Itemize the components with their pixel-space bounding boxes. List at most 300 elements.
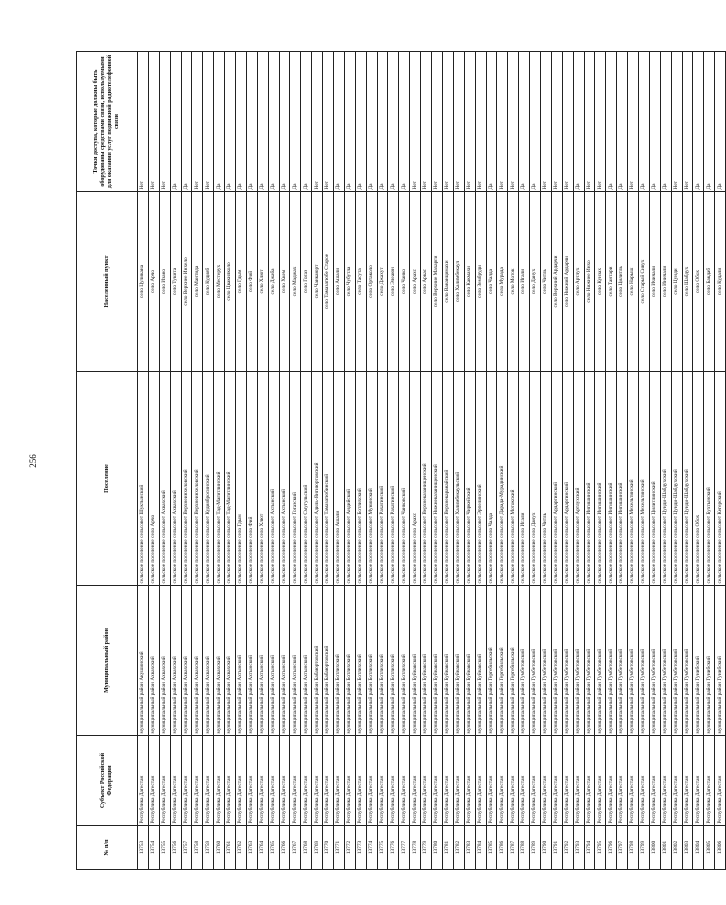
cell-settlement: сельское поселение сельсовет Тад-Магитлинский [225, 372, 236, 586]
table-row [170, 52, 181, 870]
cell-subject: Республика Дагестан [334, 736, 345, 826]
cell-locality: село Верхние Махарги [432, 192, 443, 372]
table-row [649, 52, 660, 870]
cell-locality: село Маджах [290, 192, 301, 372]
cell-locality: село Тукита [170, 192, 181, 372]
cell-municipality: муниципальный район Ботлихский [377, 586, 388, 736]
cell-num: 13765 [268, 826, 279, 870]
cell-access-flag: Да [715, 52, 726, 192]
table-row [334, 52, 345, 870]
cell-access-flag: Да [573, 52, 584, 192]
cell-access-flag: Нет [671, 52, 682, 192]
cell-settlement: сельское поселение село Данух [530, 372, 541, 586]
cell-locality: село Чанко [399, 192, 410, 372]
cell-settlement: сельское поселение село Арахс [410, 372, 421, 586]
cell-municipality: муниципальный район Ботлихский [388, 586, 399, 736]
cell-num: 13793 [573, 826, 584, 870]
cell-num: 13768 [301, 826, 312, 870]
cell-subject: Республика Дагестан [606, 736, 617, 826]
cell-locality: село Гдым [236, 192, 247, 372]
cell-access-flag: Нет [312, 52, 323, 192]
cell-municipality: муниципальный район Буйнакский [464, 586, 475, 736]
cell-settlement: сельское поселение сельсовет Чанковский [399, 372, 410, 586]
cell-subject: Республика Дагестан [617, 736, 628, 826]
cell-locality: село Фий [246, 192, 257, 372]
cell-settlement: сельское поселение сельсовет Мехельтинский [628, 372, 639, 586]
cell-subject: Республика Дагестан [148, 736, 159, 826]
table-row [475, 52, 486, 870]
cell-settlement: сельское поселение сельсовет Мунинский [366, 372, 377, 586]
cell-municipality: муниципальный район Ахтынский [301, 586, 312, 736]
cell-num: 13787 [508, 826, 519, 870]
cell-settlement: сельское поселение село Обох [693, 372, 704, 586]
cell-access-flag: Нет [595, 52, 606, 192]
cell-municipality: муниципальный район Ахвахский [225, 586, 236, 736]
cell-settlement: сельское поселение сельсовет Шуктынский [138, 372, 149, 586]
page-number: 256 [28, 454, 38, 468]
cell-access-flag: Да [225, 52, 236, 192]
cell-settlement: сельское поселение сельсовет Кудиябросинский [203, 372, 214, 586]
cell-num: 13761 [225, 826, 236, 870]
cell-locality: село Нижнее Инхо [584, 192, 595, 372]
cell-municipality: муниципальный район Гумбетовский [519, 586, 530, 736]
cell-access-flag: Нет [475, 52, 486, 192]
cell-municipality: муниципальный район Гунибский [693, 586, 704, 736]
cell-settlement: сельское поселение сельсовет Цунди-Шабдухский [682, 372, 693, 586]
cell-municipality: муниципальный район Акушинский [138, 586, 149, 736]
cell-num: 13757 [181, 826, 192, 870]
cell-locality: село Обох [693, 192, 704, 372]
cell-municipality: муниципальный район Ботлихский [366, 586, 377, 736]
cell-num: 13772 [344, 826, 355, 870]
table-row [192, 52, 203, 870]
cell-access-flag: Нет [584, 52, 595, 192]
cell-locality: село Шабдух [682, 192, 693, 372]
cell-subject: Республика Дагестан [432, 736, 443, 826]
cell-settlement: сельское поселение сельсовет Верхнекаранайский [442, 372, 453, 586]
cell-municipality: муниципальный район Гергебильский [486, 586, 497, 736]
cell-num: 13804 [693, 826, 704, 870]
cell-municipality: муниципальный район Гумбетовский [540, 586, 551, 736]
cell-num: 13795 [595, 826, 606, 870]
cell-settlement: сельское поселение село Фий [246, 372, 257, 586]
cell-municipality: муниципальный район Буйнакский [453, 586, 464, 736]
cell-locality: село Верхнее Инхело [181, 192, 192, 372]
cell-subject: Республика Дагестан [584, 736, 595, 826]
cell-locality: село Тасута [355, 192, 366, 372]
table-row [301, 52, 312, 870]
cell-municipality: муниципальный район Буйнакский [421, 586, 432, 736]
table-row [410, 52, 421, 870]
cell-num: 13753 [138, 826, 149, 870]
cell-access-flag: Да [214, 52, 225, 192]
cell-access-flag: Да [355, 52, 366, 192]
cell-subject: Республика Дагестан [649, 736, 660, 826]
cell-num: 13799 [638, 826, 649, 870]
table-row [442, 52, 453, 870]
cell-subject: Республика Дагестан [225, 736, 236, 826]
cell-locality: село Данух [530, 192, 541, 372]
cell-settlement: сельское поселение сельсовет Рахатинский [388, 372, 399, 586]
cell-settlement: сельское поселение сельсовет Верхнеказанищенский [421, 372, 432, 586]
cell-access-flag: Нет [148, 52, 159, 192]
cell-subject: Республика Дагестан [453, 736, 464, 826]
header-locality: Населенный пункт [77, 192, 138, 372]
cell-access-flag: Да [344, 52, 355, 192]
cell-settlement: сельское поселение сельсовет Мехельтинский [638, 372, 649, 586]
cell-municipality: муниципальный район Ботлихский [344, 586, 355, 736]
cell-settlement: сельское поселение сельсовет Ахтынский [268, 372, 279, 586]
cell-settlement: сельское поселение сельсовет Ахвахский [170, 372, 181, 586]
cell-municipality: муниципальный район Ахвахский [192, 586, 203, 736]
cell-settlement: сельское поселение сельсовет Тад-Магитлинский [214, 372, 225, 586]
table-row [453, 52, 464, 870]
table-row [148, 52, 159, 870]
cell-locality: село Арахс [410, 192, 421, 372]
cell-num: 13755 [159, 826, 170, 870]
cell-settlement: сельское поселение сельсовет Ардаргинский [562, 372, 573, 586]
cell-locality: село Зембруди [475, 192, 486, 372]
cell-municipality: муниципальный район Ахвахский [148, 586, 159, 736]
cell-locality: село Цуликана [138, 192, 149, 372]
table-row [573, 52, 584, 870]
cell-locality: село Мантида [192, 192, 203, 372]
cell-municipality: муниципальный район Гунибский [715, 586, 726, 736]
table-row [377, 52, 388, 870]
cell-locality: село Изано [159, 192, 170, 372]
cell-num: 13773 [355, 826, 366, 870]
cell-locality: село Вананцимахи [442, 192, 453, 372]
cell-settlement: сельское поселение сельсовет Цилитлинский [649, 372, 660, 586]
cell-access-flag: Да [660, 52, 671, 192]
cell-settlement: сельское поселение село Ашали [334, 372, 345, 586]
cell-settlement: сельское поселение сельсовет Андийский [344, 372, 355, 586]
cell-num: 13769 [312, 826, 323, 870]
cell-municipality: муниципальный район Ахвахский [181, 586, 192, 736]
cell-settlement: сельское поселение село Арчо [148, 372, 159, 586]
cell-municipality: муниципальный район Ахвахский [203, 586, 214, 736]
cell-subject: Республика Дагестан [704, 736, 715, 826]
cell-num: 13800 [649, 826, 660, 870]
cell-access-flag: Нет [497, 52, 508, 192]
cell-locality: село Игали [519, 192, 530, 372]
cell-locality: село Чанкаюрт [312, 192, 323, 372]
cell-subject: Республика Дагестан [399, 736, 410, 826]
cell-subject: Республика Дагестан [442, 736, 453, 826]
settlements-table [76, 51, 726, 870]
table-row [257, 52, 268, 870]
cell-subject: Республика Дагестан [573, 736, 584, 826]
cell-access-flag: Нет [682, 52, 693, 192]
cell-settlement: сельское поселение сельсовет Халимбекаульский [453, 372, 464, 586]
cell-access-flag: Да [246, 52, 257, 192]
cell-locality: село Артлух [573, 192, 584, 372]
cell-municipality: муниципальный район Ботлихский [334, 586, 345, 736]
cell-subject: Республика Дагестан [530, 736, 541, 826]
document-page [28, 52, 723, 870]
cell-access-flag: Нет [159, 52, 170, 192]
table-row [214, 52, 225, 870]
header-access-point: Точки доступа, которые должны быть оборудованы средствами связи, используемыми для оказания услуг подвижной радиотелефонной связи [77, 52, 138, 192]
cell-access-flag: Да [236, 52, 247, 192]
cell-settlement: сельское поселение сельсовет Ахтынский [279, 372, 290, 586]
cell-locality: село Гогаз [301, 192, 312, 372]
cell-settlement: сельское поселение сельсовет Ингишинский [617, 372, 628, 586]
cell-access-flag: Нет [192, 52, 203, 192]
table-row [497, 52, 508, 870]
cell-settlement: сельское поселение сельсовет Верхнеинхеловский [181, 372, 192, 586]
table-row [660, 52, 671, 870]
cell-municipality: муниципальный район Ахтынский [279, 586, 290, 736]
cell-subject: Республика Дагестан [138, 736, 149, 826]
cell-locality: село Аркас [421, 192, 432, 372]
cell-num: 13805 [704, 826, 715, 870]
cell-access-flag: Да [704, 52, 715, 192]
table-row [486, 52, 497, 870]
cell-subject: Республика Дагестан [410, 736, 421, 826]
cell-municipality: муниципальный район Ахтынский [236, 586, 247, 736]
cell-access-flag: Нет [508, 52, 519, 192]
cell-access-flag: Да [377, 52, 388, 192]
table-row [323, 52, 334, 870]
cell-access-flag: Да [268, 52, 279, 192]
cell-municipality: муниципальный район Ботлихский [355, 586, 366, 736]
cell-num: 13780 [432, 826, 443, 870]
table-row [693, 52, 704, 870]
cell-settlement: сельское поселение село Читль [540, 372, 551, 586]
cell-access-flag: Да [279, 52, 290, 192]
cell-subject: Республика Дагестан [682, 736, 693, 826]
cell-settlement: сельское поселение сельсовет Ингишинский [595, 372, 606, 586]
cell-municipality: муниципальный район Ботлихский [399, 586, 410, 736]
cell-access-flag: Нет [323, 52, 334, 192]
cell-locality: село Моток [508, 192, 519, 372]
cell-municipality: муниципальный район Гумбетовский [660, 586, 671, 736]
cell-access-flag: Да [170, 52, 181, 192]
cell-num: 13770 [323, 826, 334, 870]
cell-locality: село Джаба [268, 192, 279, 372]
cell-access-flag: Да [334, 52, 345, 192]
cell-num: 13790 [540, 826, 551, 870]
cell-locality: село Ортаколо [366, 192, 377, 372]
cell-num: 13783 [464, 826, 475, 870]
cell-subject: Республика Дагестан [203, 736, 214, 826]
cell-locality: село Элеаюн [388, 192, 399, 372]
table-row [399, 52, 410, 870]
cell-subject: Республика Дагестан [279, 736, 290, 826]
table-row [138, 52, 149, 870]
table-row [203, 52, 214, 870]
cell-settlement: сельское поселение сельсовет Смугульский [301, 372, 312, 586]
cell-settlement: сельское поселение сельсовет Чиркейский [464, 372, 475, 586]
table-row [584, 52, 595, 870]
cell-municipality: муниципальный район Гергебильский [508, 586, 519, 736]
cell-num: 13759 [203, 826, 214, 870]
header-num: № п/п [77, 826, 138, 870]
cell-subject: Республика Дагестан [540, 736, 551, 826]
cell-locality: село Чубутла [344, 192, 355, 372]
cell-access-flag: Нет [464, 52, 475, 192]
cell-num: 13792 [562, 826, 573, 870]
cell-municipality: муниципальный район Буйнакский [410, 586, 421, 736]
cell-num: 13774 [366, 826, 377, 870]
cell-locality: село Хлют [257, 192, 268, 372]
cell-municipality: муниципальный район Гумбетовский [551, 586, 562, 736]
cell-locality: село Тантари [606, 192, 617, 372]
cell-access-flag: Нет [540, 52, 551, 192]
table-row [628, 52, 639, 870]
cell-municipality: муниципальный район Ахвахский [214, 586, 225, 736]
cell-settlement: сельское поселение сельсовет Цунди-Шабдухский [660, 372, 671, 586]
cell-municipality: муниципальный район Буйнакский [432, 586, 443, 736]
cell-access-flag: Нет [442, 52, 453, 192]
cell-locality: село Верхний Ардарчи [551, 192, 562, 372]
cell-locality: село Читль [540, 192, 551, 372]
cell-num: 13785 [486, 826, 497, 870]
cell-settlement: сельское поселение сельсовет Кегерский [715, 372, 726, 586]
cell-locality: село Какмахи [464, 192, 475, 372]
cell-num: 13778 [410, 826, 421, 870]
table-row [519, 52, 530, 870]
cell-settlement: сельское поселение сельсовет Ингишинский [606, 372, 617, 586]
table-row [279, 52, 290, 870]
cell-subject: Республика Дагестан [236, 736, 247, 826]
cell-subject: Республика Дагестан [660, 736, 671, 826]
cell-access-flag: Да [638, 52, 649, 192]
cell-num: 13779 [421, 826, 432, 870]
cell-subject: Республика Дагестан [638, 736, 649, 826]
cell-municipality: муниципальный район Ахтынский [268, 586, 279, 736]
cell-locality: село Арчо [148, 192, 159, 372]
header-subject: Субъект Российской Федерации [77, 736, 138, 826]
table-row [562, 52, 573, 870]
table-row [508, 52, 519, 870]
table-row [366, 52, 377, 870]
cell-subject: Республика Дагестан [344, 736, 355, 826]
cell-num: 13791 [551, 826, 562, 870]
cell-municipality: муниципальный район Гумбетовский [649, 586, 660, 736]
cell-subject: Республика Дагестан [257, 736, 268, 826]
cell-settlement: сельское поселение сельсовет Адиль-Янгиюртовский [312, 372, 323, 586]
cell-settlement: сельское поселение село Хлют [257, 372, 268, 586]
cell-subject: Республика Дагестан [268, 736, 279, 826]
cell-num: 13784 [475, 826, 486, 870]
cell-locality: село Нижний Ардарчи [562, 192, 573, 372]
cell-locality: село Кунзах [595, 192, 606, 372]
cell-access-flag: Да [519, 52, 530, 192]
table-row [682, 52, 693, 870]
cell-subject: Республика Дагестан [562, 736, 573, 826]
cell-subject: Республика Дагестан [246, 736, 257, 826]
cell-num: 13763 [246, 826, 257, 870]
table-row [595, 52, 606, 870]
cell-municipality: муниципальный район Гумбетовский [638, 586, 649, 736]
cell-access-flag: Да [486, 52, 497, 192]
table-row [268, 52, 279, 870]
cell-settlement: сельское поселение сельсовет Верхнеинхеловский [192, 372, 203, 586]
cell-municipality: муниципальный район Гунибский [704, 586, 715, 736]
cell-settlement: сельское поселение сельсовет Ботлихский [355, 372, 366, 586]
cell-subject: Республика Дагестан [377, 736, 388, 826]
cell-num: 13797 [617, 826, 628, 870]
cell-settlement: сельское поселение сельсовет Ингишинский [584, 372, 595, 586]
cell-subject: Республика Дагестан [170, 736, 181, 826]
cell-num: 13771 [334, 826, 345, 870]
cell-municipality: муниципальный район Ахвахский [159, 586, 170, 736]
cell-locality: село Кудияб [203, 192, 214, 372]
table-row [236, 52, 247, 870]
cell-locality: село Цилитль [617, 192, 628, 372]
cell-locality: село Цвакилколо [225, 192, 236, 372]
cell-num: 13801 [660, 826, 671, 870]
cell-num: 13802 [671, 826, 682, 870]
cell-subject: Республика Дагестан [595, 736, 606, 826]
cell-subject: Республика Дагестан [366, 736, 377, 826]
cell-num: 13806 [715, 826, 726, 870]
header-municipality: Муниципальный район [77, 586, 138, 736]
cell-subject: Республика Дагестан [628, 736, 639, 826]
cell-municipality: муниципальный район Ахвахский [170, 586, 181, 736]
cell-num: 13758 [192, 826, 203, 870]
cell-locality: село Иничали [660, 192, 671, 372]
table-row [638, 52, 649, 870]
cell-subject: Республика Дагестан [323, 736, 334, 826]
cell-num: 13796 [606, 826, 617, 870]
cell-municipality: муниципальный район Буйнакский [475, 586, 486, 736]
header-settlement: Поселение [77, 372, 138, 586]
table-row [530, 52, 541, 870]
cell-num: 13798 [628, 826, 639, 870]
cell-subject: Республика Дагестан [519, 736, 530, 826]
cell-access-flag: Да [399, 52, 410, 192]
cell-settlement: сельское поселение сельсовет Ардаргинский [551, 372, 562, 586]
table-row [388, 52, 399, 870]
cell-access-flag: Да [649, 52, 660, 192]
cell-access-flag: Нет [138, 52, 149, 192]
table-row [181, 52, 192, 870]
cell-locality: село Цунди [671, 192, 682, 372]
cell-access-flag: Нет [410, 52, 421, 192]
cell-locality: село Старый Сивух [638, 192, 649, 372]
cell-subject: Республика Дагестан [181, 736, 192, 826]
cell-locality: село Тамазатюбе Старое [323, 192, 334, 372]
table-row [671, 52, 682, 870]
cell-municipality: муниципальный район Гумбетовский [530, 586, 541, 736]
cell-access-flag: Нет [432, 52, 443, 192]
table-row [715, 52, 726, 870]
cell-access-flag: Нет [628, 52, 639, 192]
cell-num: 13756 [170, 826, 181, 870]
cell-subject: Республика Дагестан [301, 736, 312, 826]
cell-access-flag: Да [530, 52, 541, 192]
cell-locality: село Бакдаб [704, 192, 715, 372]
cell-access-flag: Да [181, 52, 192, 192]
cell-num: 13754 [148, 826, 159, 870]
cell-settlement: сельское поселение сельсовет Гогазский [290, 372, 301, 586]
cell-municipality: муниципальный район Гумбетовский [573, 586, 584, 736]
cell-access-flag: Да [388, 52, 399, 192]
cell-locality: село Кудали [715, 192, 726, 372]
cell-subject: Республика Дагестан [497, 736, 508, 826]
cell-num: 13767 [290, 826, 301, 870]
table-row [551, 52, 562, 870]
cell-locality: село Мурада [497, 192, 508, 372]
cell-access-flag: Нет [421, 52, 432, 192]
cell-municipality: муниципальный район Гумбетовский [606, 586, 617, 736]
cell-subject: Республика Дагестан [486, 736, 497, 826]
table-row [225, 52, 236, 870]
cell-settlement: сельское поселение село Гдым [236, 372, 247, 586]
